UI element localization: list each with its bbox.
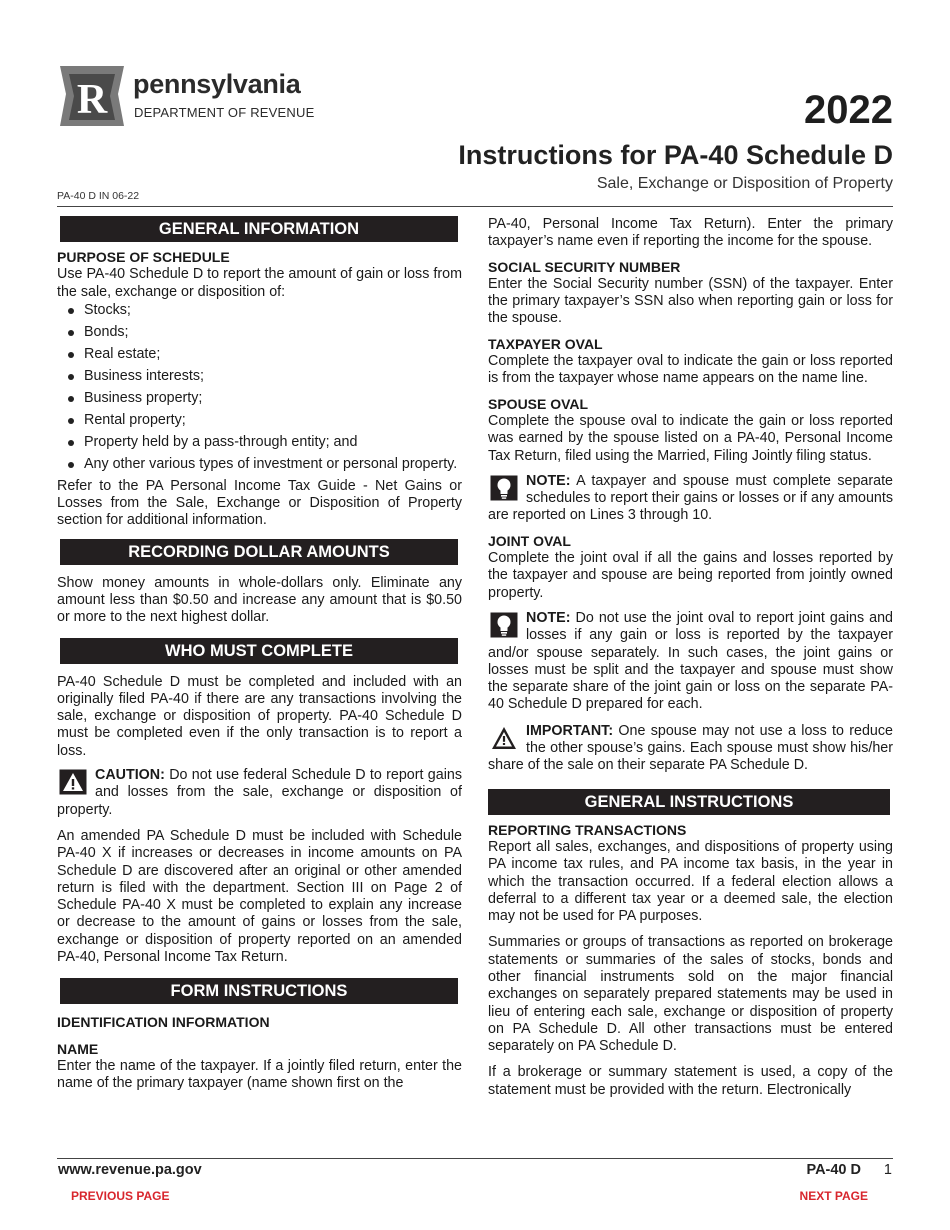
left-column bbox=[57, 216, 462, 1092]
note-label: NOTE: bbox=[526, 472, 571, 489]
tax-year: 2022 bbox=[804, 88, 893, 132]
identification-heading: IDENTIFICATION INFORMATION bbox=[57, 1014, 270, 1031]
taxpayer-oval-heading: TAXPAYER OVAL bbox=[488, 335, 603, 352]
caution-text: Do not use federal Schedule D to report gains and losses from the sale, exchange or disposition of property. bbox=[57, 767, 462, 818]
footer-divider bbox=[57, 1158, 893, 1159]
note-label: NOTE: bbox=[526, 609, 571, 626]
list-item: Rental property; bbox=[57, 412, 462, 429]
form-code: PA-40 D IN 06-22 bbox=[57, 190, 140, 202]
section-general-instructions: GENERAL INSTRUCTIONS bbox=[488, 789, 890, 815]
recording-text: Show money amounts in whole-dollars only. Eliminate any amount less than $0.50 and increase any amount that is $0.50 or more to the next highest dollar. bbox=[57, 574, 462, 626]
lightbulb-icon bbox=[490, 612, 518, 638]
page-number: 1 bbox=[883, 1162, 892, 1178]
name-continued-text: PA-40, Personal Income Tax Return). Enter the primary taxpayer’s name even if reporting the income for the spouse. bbox=[488, 216, 893, 250]
list-item: Business interests; bbox=[57, 368, 462, 385]
refer-text: Refer to the PA Personal Income Tax Guide - Net Gains or Losses from the Sale, Exchange or Disposition of Property section for additional information. bbox=[57, 477, 462, 529]
purpose-text: Use PA-40 Schedule D to report the amount of gain or loss from the sale, exchange or disposition of: bbox=[57, 266, 462, 300]
list-item: Any other various types of investment or personal property. bbox=[57, 456, 462, 473]
section-recording-dollar-amounts: RECORDING DOLLAR AMOUNTS bbox=[60, 539, 458, 565]
list-item: Real estate; bbox=[57, 346, 462, 363]
list-item: Property held by a pass-through entity; and bbox=[57, 434, 462, 451]
name-text: Enter the name of the taxpayer. If a jointly filed return, enter the name of the primary taxpayer (name shown first on the bbox=[57, 1057, 462, 1092]
important-label: IMPORTANT: bbox=[526, 722, 614, 739]
note-text: A taxpayer and spouse must complete separate schedules to report their gains or losses or if any amounts are reported on Lines 3 through 10. bbox=[488, 472, 893, 524]
pa-keystone-logo bbox=[58, 66, 126, 126]
important-note bbox=[488, 723, 893, 775]
property-type-list bbox=[57, 302, 462, 473]
spouse-oval-text: Complete the spouse oval to indicate the gain or loss reported was earned by the spouse listed on a PA-40, Personal Income Tax Return, filed using the Married, Filing Jointly filing status. bbox=[488, 412, 893, 464]
name-heading: NAME bbox=[57, 1040, 99, 1057]
list-item: Stocks; bbox=[57, 302, 462, 319]
website-link[interactable]: www.revenue.pa.gov bbox=[58, 1162, 202, 1178]
list-item: Business property; bbox=[57, 390, 462, 407]
logo-name: pennsylvania bbox=[133, 69, 301, 99]
joint-oval-heading: JOINT OVAL bbox=[488, 532, 571, 549]
list-item: Bonds; bbox=[57, 324, 462, 341]
header-divider bbox=[57, 206, 893, 207]
note-separate-schedules bbox=[488, 473, 893, 525]
note-text: Do not use the joint oval to report joint gains and losses if any gain or loss is reported by the taxpayer and/or spouse separately. In such cases, the joint gains or losses must be split and the taxpayer and spouse must show the separate share of the joint gain or loss on the separate PA-40 Schedule D prepared for each. bbox=[488, 609, 893, 713]
lightbulb-icon bbox=[490, 475, 518, 501]
right-column bbox=[488, 216, 893, 1099]
reporting-heading: REPORTING TRANSACTIONS bbox=[488, 821, 687, 838]
brokerage-text: If a brokerage or summary statement is used, a copy of the statement must be provided with the return. Electronically bbox=[488, 1064, 893, 1098]
who-text: PA-40 Schedule D must be completed and included with an originally filed PA-40 if there are any transactions involving the sale, exchange or disposition of property. PA-40 Schedule D must be completed even if the only transaction is to report a loss. bbox=[57, 673, 462, 759]
amended-text: An amended PA Schedule D must be included with Schedule PA-40 X if increases or decreases in income amounts on PA Schedule D are discovered after an original or other amended return is filed with the department. Section III on Page 2 of Schedule PA-40 X must be completed to explain any increase or decrease to the amount of gains or losses from the sale, exchange or disposition of property reported on an amended PA-40, Personal Income Tax Return. bbox=[57, 827, 462, 965]
page-subtitle: Sale, Exchange or Disposition of Property bbox=[596, 175, 893, 192]
warning-icon bbox=[490, 725, 518, 751]
logo-department: DEPARTMENT OF REVENUE bbox=[134, 105, 315, 120]
ssn-text: Enter the Social Security number (SSN) of the taxpayer. Enter the primary taxpayer’s SSN also when reporting gain or loss for the spouse. bbox=[488, 275, 893, 327]
section-form-instructions: FORM INSTRUCTIONS bbox=[60, 978, 458, 1004]
footer-form-code: PA-40 D bbox=[806, 1162, 861, 1178]
next-page-link[interactable]: NEXT PAGE bbox=[799, 1189, 868, 1203]
taxpayer-oval-text: Complete the taxpayer oval to indicate the gain or loss reported is from the taxpayer whose name appears on the name line. bbox=[488, 353, 893, 387]
logo-letter: R bbox=[76, 77, 108, 123]
caution-label: CAUTION: bbox=[95, 767, 165, 784]
summaries-text: Summaries or groups of transactions as reported on brokerage statements or summaries of the sales of stocks, bonds and other financial instruments sold on the major financial exchanges on separately prepared statements may be used in lieu of entering each sale, exchange or disposition of property on PA Schedule D. All other transactions must be entered separately on PA Schedule D. bbox=[488, 934, 893, 1055]
purpose-heading: PURPOSE OF SCHEDULE bbox=[57, 249, 230, 265]
page-title: Instructions for PA-40 Schedule D bbox=[458, 140, 893, 170]
ssn-heading: SOCIAL SECURITY NUMBER bbox=[488, 258, 681, 275]
spouse-oval-heading: SPOUSE OVAL bbox=[488, 395, 589, 412]
caution-note bbox=[57, 767, 462, 819]
previous-page-link[interactable]: PREVIOUS PAGE bbox=[71, 1189, 170, 1203]
reporting-text: Report all sales, exchanges, and dispositions of property using PA income tax rules, and PA income tax basis, in the year in which the transaction occurred. If a federal election allows a deferral to a different tax year or a deemed sale, the election may not be used for PA purposes. bbox=[488, 838, 893, 925]
important-text: One spouse may not use a loss to reduce the other spouse’s gains. Each spouse must show his/her share of the sale on their separate PA Schedule D. bbox=[488, 722, 893, 774]
section-who-must-complete: WHO MUST COMPLETE bbox=[60, 638, 458, 664]
note-joint-oval bbox=[488, 610, 893, 714]
section-general-information: GENERAL INFORMATION bbox=[60, 216, 458, 242]
warning-icon bbox=[59, 769, 87, 795]
joint-oval-text: Complete the joint oval if all the gains and losses reported by the taxpayer and spouse are being reported from jointly owned property. bbox=[488, 550, 893, 601]
